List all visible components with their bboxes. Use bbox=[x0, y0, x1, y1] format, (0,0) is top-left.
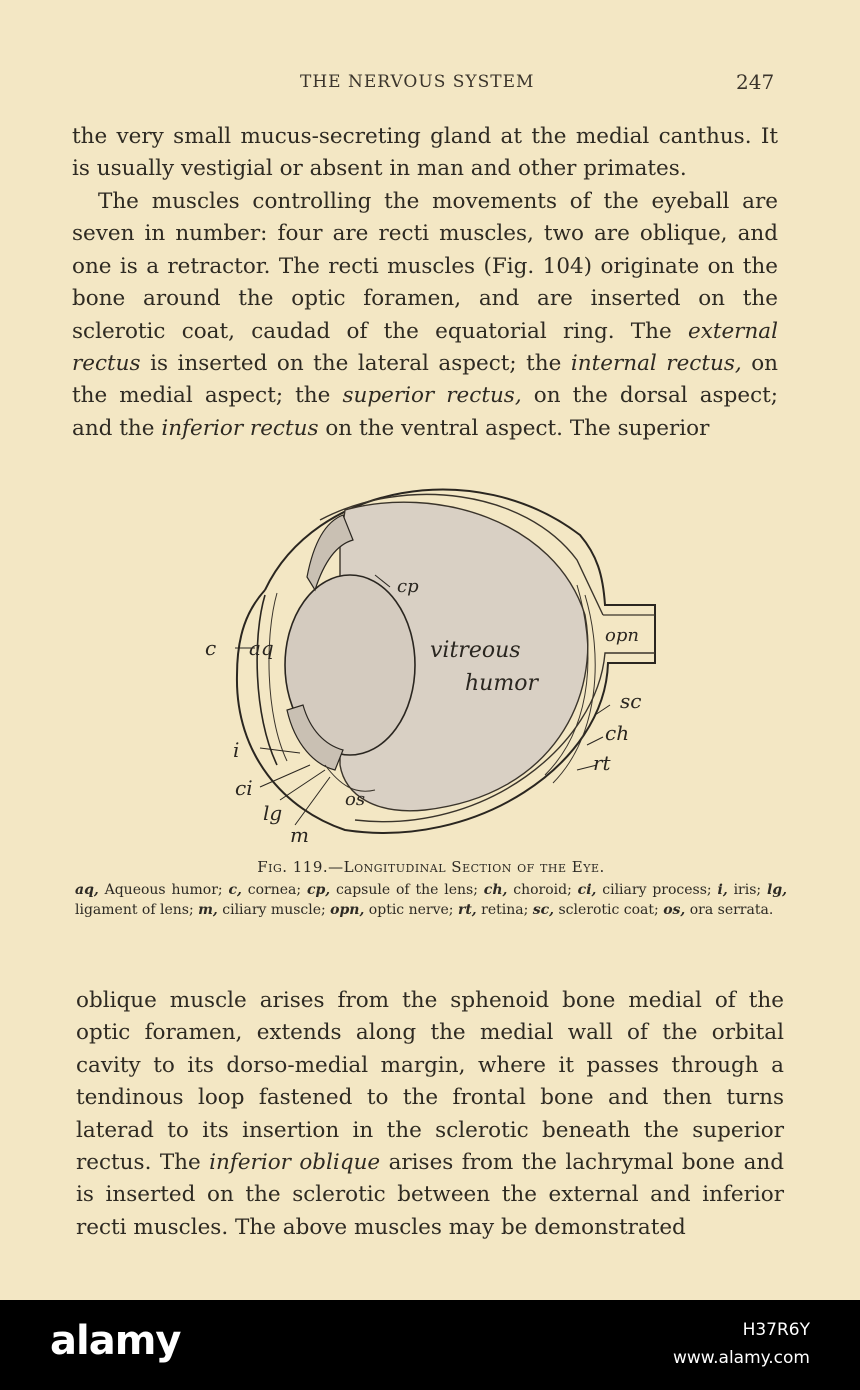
legend-abbr: ci, bbox=[577, 882, 597, 898]
legend-abbr: os, bbox=[663, 902, 686, 918]
label-cp: cp bbox=[397, 576, 419, 597]
legend-abbr: ch, bbox=[483, 882, 508, 898]
legend-abbr: sc, bbox=[532, 902, 555, 918]
caption-legend bbox=[75, 880, 787, 920]
text-run: on the dorsal aspect; and the bbox=[72, 383, 778, 441]
legend-abbr: aq, bbox=[75, 882, 99, 898]
cornea-curve bbox=[257, 595, 277, 765]
legend-abbr: opn, bbox=[330, 902, 365, 918]
term-inferior-rectus: inferior rectus bbox=[161, 415, 319, 441]
image-id: H37R6Y bbox=[742, 1320, 810, 1340]
text-run: oblique muscle arises from the sphenoid bone medial of the optic foramen, extends along the medial wall of the orbital cavity to its dorso-medial margin, where it passes through a tendinous loop fastened to the frontal bone and then turns laterad to its insertion in the sclerotic beneath the superior rectus. The bbox=[76, 988, 784, 1176]
legend-text: choroid; bbox=[507, 882, 578, 898]
legend-text: ora serrata. bbox=[685, 902, 774, 918]
brand-logo: alamy bbox=[50, 1318, 181, 1364]
label-vitreous: vitreous bbox=[430, 638, 521, 663]
legend-abbr: c, bbox=[228, 882, 242, 898]
label-aq: aq bbox=[249, 636, 274, 660]
legend-text: ciliary muscle; bbox=[217, 902, 331, 918]
legend-abbr: i, bbox=[717, 882, 728, 898]
term-internal-rectus: internal rectus, bbox=[570, 351, 742, 377]
term-inferior-oblique: inferior oblique bbox=[209, 1150, 381, 1176]
label-c: c bbox=[205, 636, 217, 660]
label-ch: ch bbox=[605, 721, 630, 745]
paragraph-continued bbox=[72, 121, 778, 186]
leader-i bbox=[260, 748, 300, 753]
legend-text: iris; bbox=[727, 882, 767, 898]
text-run: arises from the lachrymal bone and is inserted on the sclerotic between the external and inferior recti muscles. The above muscles may be demonstrated bbox=[76, 1150, 784, 1240]
eye-section-figure bbox=[205, 465, 665, 850]
label-sc: sc bbox=[620, 689, 642, 713]
legend-abbr: cp, bbox=[306, 882, 331, 898]
page-number: 247 bbox=[736, 70, 775, 94]
leader-ch bbox=[587, 737, 603, 745]
legend-text: optic nerve; bbox=[364, 902, 458, 918]
legend-abbr: lg, bbox=[767, 882, 787, 898]
legend-text: sclerotic coat; bbox=[554, 902, 664, 918]
text-run: The muscles controlling the movements of the eyeball are seven in number: four are recti muscles, two are oblique, and one is a retractor. The recti muscles (Fig. 104) originate on the bone around the optic foramen, and are inserted on the sclerotic coat, caudad of the equatorial ring. The bbox=[72, 189, 778, 344]
label-opn: opn bbox=[605, 625, 639, 646]
legend-text: ligament of lens; bbox=[75, 902, 199, 918]
term-superior-rectus: superior rectus, bbox=[342, 383, 522, 409]
legend-text: capsule of the lens; bbox=[330, 882, 484, 898]
label-m: m bbox=[290, 823, 309, 847]
legend-text: retina; bbox=[476, 902, 533, 918]
paragraph-eye-muscles bbox=[72, 186, 778, 445]
caption-title: Fig. 119.—Longitudinal Section of the Eye. bbox=[257, 858, 605, 876]
label-humor: humor bbox=[465, 671, 538, 696]
cornea-inner-curve bbox=[269, 593, 287, 761]
running-head: THE NERVOUS SYSTEM bbox=[300, 72, 535, 92]
legend-abbr: rt, bbox=[457, 902, 477, 918]
text-run: is inserted on the lateral aspect; the bbox=[140, 351, 571, 377]
legend-text: cornea; bbox=[241, 882, 307, 898]
paragraph-oblique-muscles bbox=[76, 985, 784, 1244]
term-external-rectus: external rectus bbox=[72, 318, 778, 377]
label-ci: ci bbox=[235, 776, 253, 800]
label-rt: rt bbox=[593, 751, 611, 775]
leader-m bbox=[295, 777, 330, 825]
text-run: on the ventral aspect. The superior bbox=[318, 415, 710, 441]
site-url: www.alamy.com bbox=[672, 1348, 810, 1368]
label-os: os bbox=[345, 789, 366, 810]
watermark-bar bbox=[0, 1300, 860, 1390]
page-header bbox=[0, 70, 860, 98]
label-i: i bbox=[233, 738, 240, 762]
legend-text: ciliary process; bbox=[596, 882, 718, 898]
eye-diagram bbox=[205, 465, 665, 850]
leader-lg bbox=[280, 770, 325, 800]
paragraph-text: the very small mucus-secreting gland at the medial canthus. It is usually vestigial or absent in man and other primates. bbox=[72, 124, 778, 182]
text-run: on the medial aspect; the bbox=[72, 351, 778, 409]
legend-abbr: m, bbox=[198, 902, 218, 918]
figure-caption bbox=[75, 858, 787, 920]
label-lg: lg bbox=[263, 801, 283, 825]
legend-text: Aqueous humor; bbox=[98, 882, 229, 898]
